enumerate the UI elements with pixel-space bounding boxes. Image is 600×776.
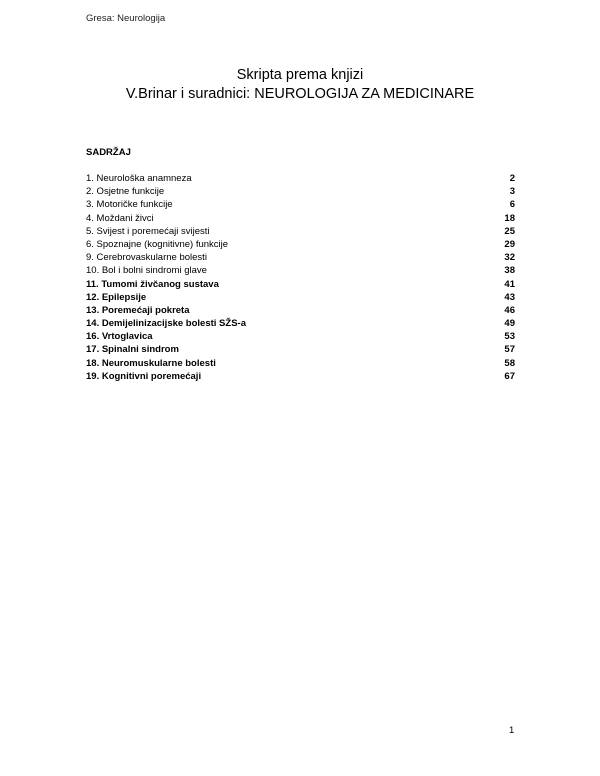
toc-entry-page: 2 [509, 173, 515, 184]
toc-entry[interactable] [86, 357, 515, 370]
toc-entry-label: 14. Demijelinizacijske bolesti SŽS-a [86, 318, 246, 330]
toc-entry-label: 12. Epilepsije [86, 291, 147, 303]
toc-entry[interactable] [86, 330, 515, 343]
toc-entry[interactable] [86, 238, 515, 251]
toc-entry-label: 19. Kognitivni poremećaji [86, 370, 202, 382]
title-line-1: Skripta prema knjizi [236, 67, 364, 83]
toc-entry[interactable] [86, 370, 515, 383]
toc-entry-label: 13. Poremećaji pokreta [86, 304, 190, 316]
title-line-2: V.Brinar i suradnici: NEUROLOGIJA ZA MEDICINARE [125, 86, 475, 102]
toc-entry-page: 18 [504, 212, 515, 224]
toc-entry-label: 2. Osjetne funkcije [86, 186, 165, 198]
toc-entry[interactable] [86, 317, 515, 330]
toc-entry-label: 5. Svijest i poremećaji svijesti [86, 225, 210, 237]
toc-entry-label: 18. Neuromuskularne bolesti [86, 357, 216, 369]
toc-entry-page: 46 [504, 304, 515, 316]
toc-entry[interactable] [86, 343, 515, 356]
toc-entry-page: 6 [509, 199, 515, 211]
toc-entry[interactable] [86, 304, 515, 317]
toc-entry-label: 3. Motoričke funkcije [86, 199, 173, 211]
page-header: Gresa: Neurologija [86, 13, 166, 24]
toc-entry-page: 57 [504, 344, 515, 356]
toc-entry-page: 38 [504, 265, 515, 277]
toc-entry-page: 43 [504, 291, 515, 303]
toc-entry-label: 9. Cerebrovaskularne bolesti [86, 252, 207, 264]
toc-entry-page: 3 [509, 186, 515, 198]
toc-entry-page: 67 [504, 370, 515, 382]
toc-entry-page: 25 [504, 225, 515, 237]
toc-entry-page: 32 [504, 252, 515, 264]
toc-entry[interactable] [86, 278, 515, 291]
toc-entry-label: 10. Bol i bolni sindromi glave [86, 265, 207, 277]
toc-entry[interactable] [86, 251, 515, 264]
toc-entry[interactable] [86, 264, 515, 277]
toc-entry-label: 11. Tumomi živčanog sustava [86, 278, 219, 290]
toc-heading: SADRŽAJ [86, 147, 131, 158]
toc-entry-page: 41 [504, 278, 515, 290]
toc-entry-label: 17. Spinalni sindrom [86, 344, 179, 356]
toc-entry[interactable] [86, 185, 515, 198]
toc-entry-page: 29 [504, 238, 515, 250]
toc-entry-label: 4. Moždani živci [86, 212, 154, 224]
toc-entry-page: 49 [504, 318, 515, 330]
page-number: 1 [509, 725, 515, 736]
toc-entry[interactable] [86, 291, 515, 304]
toc-entry-label: 16. Vrtoglavica [86, 331, 153, 343]
toc-entry[interactable] [86, 212, 515, 225]
toc-entry[interactable] [86, 172, 515, 185]
toc-entry-page: 58 [504, 357, 515, 369]
toc-entry-label: 1. Neurološka anamneza [86, 173, 192, 184]
toc-entry[interactable] [86, 198, 515, 211]
document-title [0, 66, 600, 104]
toc-entry-page: 53 [504, 331, 515, 343]
toc-entry-label: 6. Spoznajne (kognitivne) funkcije [86, 238, 229, 250]
toc-entry[interactable] [86, 225, 515, 238]
table-of-contents [86, 172, 515, 383]
